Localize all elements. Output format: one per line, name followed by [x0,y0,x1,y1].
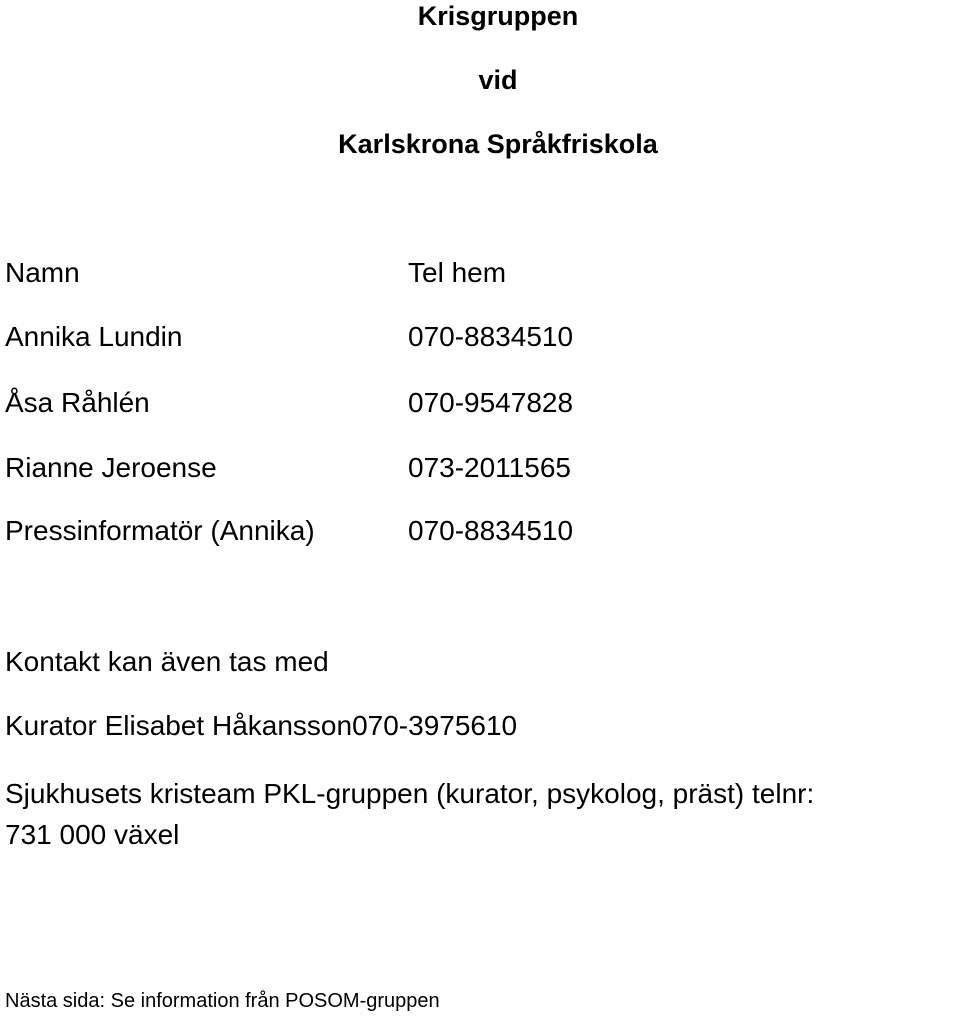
contact-tel: 070-9547828 [408,387,574,418]
extra-contacts-intro: Kontakt kan även tas med [5,646,329,677]
table-header-name: Namn [5,257,80,288]
contact-name: Åsa Råhlén [5,387,150,418]
table-header-tel: Tel hem [408,257,507,288]
hospital-phone: 731 000 växel [5,819,180,850]
contact-name: Annika Lundin [5,321,183,352]
hospital-crisis-team: Sjukhusets kristeam PKL-gruppen (kurator, psykolog, präst) telnr: [5,778,815,809]
contact-tel: 070-8834510 [408,515,574,546]
contact-tel: 073-2011565 [408,452,571,483]
page-title: Krisgruppen [417,1,579,31]
next-page-note: Nästa sida: Se information från POSOM-gruppen [5,990,440,1012]
contact-tel: 070-8834510 [408,321,574,352]
contact-name: Pressinformatör (Annika) [5,515,315,546]
kurator-contact: Kurator Elisabet Håkansson070-3975610 [5,710,518,741]
school-name: Karlskrona Språkfriskola [338,129,658,159]
contact-name: Rianne Jeroense [5,452,217,483]
title-connector: vid [478,65,518,95]
